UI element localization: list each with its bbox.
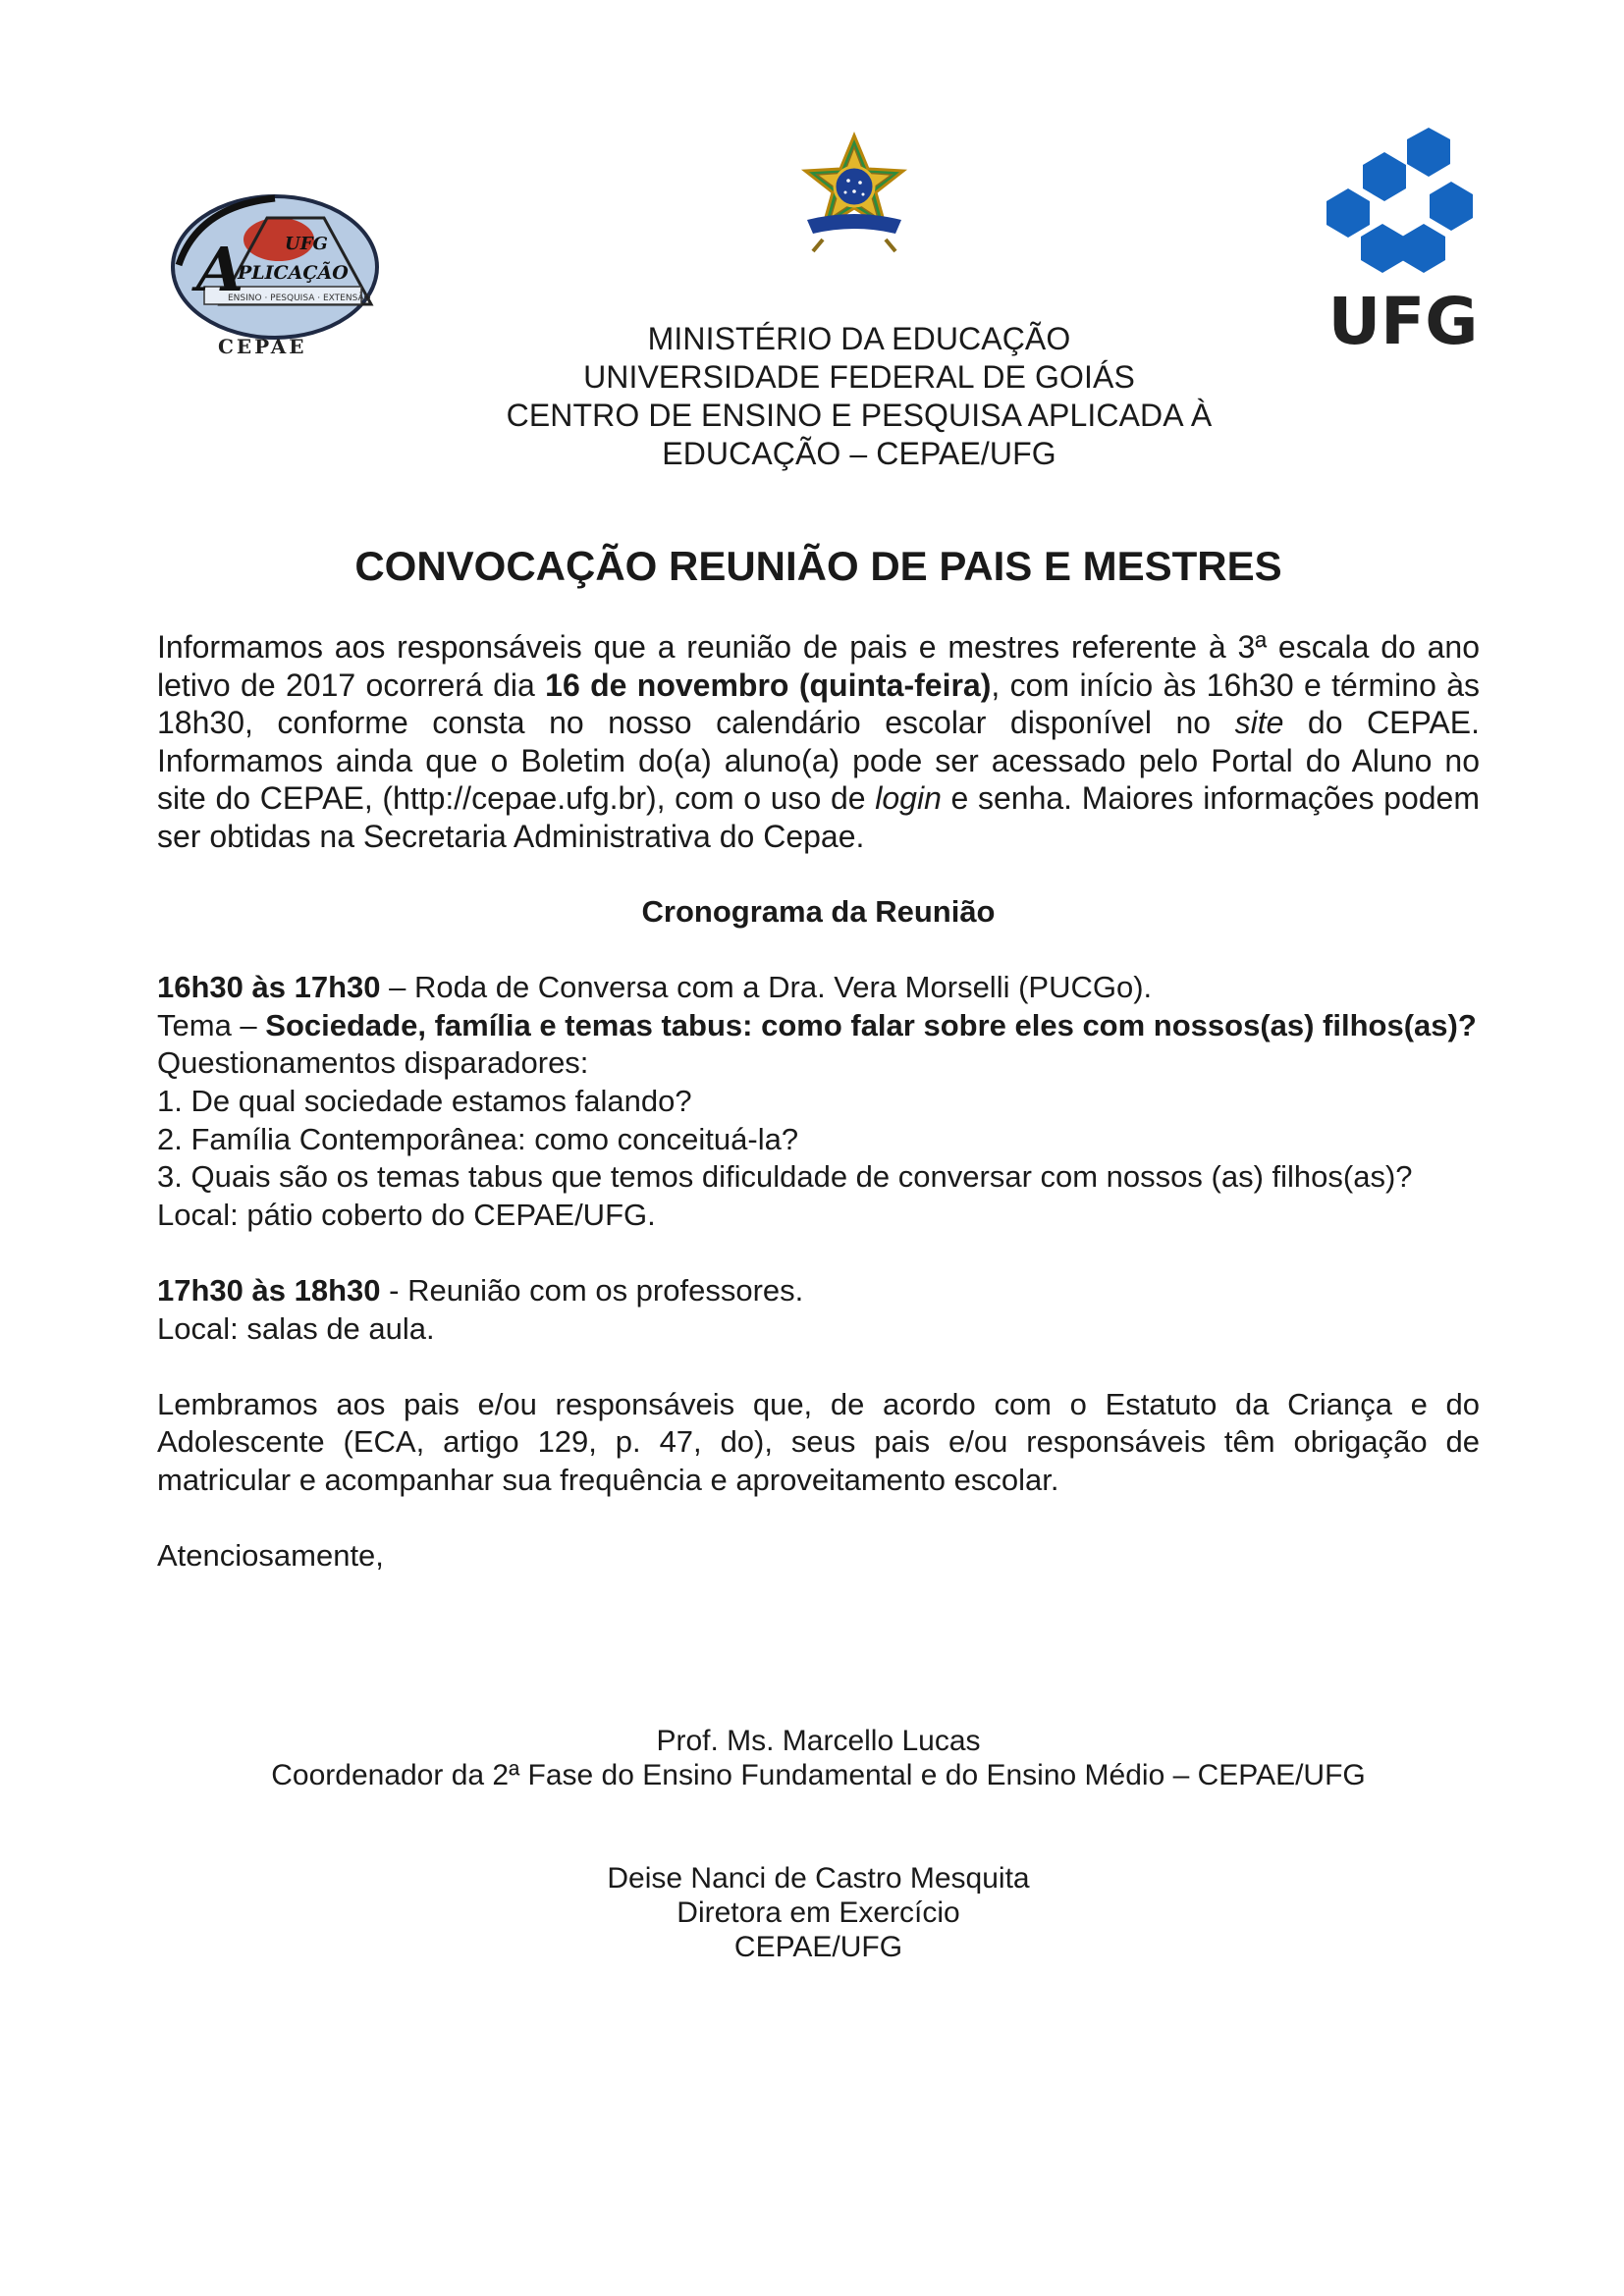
svg-text:PLICAÇÃO: PLICAÇÃO — [238, 262, 349, 284]
cepae-logo-icon — [169, 188, 381, 361]
svg-text:UFG: UFG — [1327, 284, 1479, 349]
schedule-heading: Cronograma da Reunião — [641, 894, 996, 929]
svg-text:A: A — [196, 234, 244, 305]
schedule-local-2: Local: salas de aula. — [157, 1310, 435, 1346]
schedule-section — [157, 893, 1480, 1575]
signature-org: CEPAE/UFG — [733, 1931, 903, 1963]
header-line-ministry: MINISTÉRIO DA EDUCAÇÃO — [647, 321, 1071, 356]
document-title: CONVOCAÇÃO REUNIÃO DE PAIS E MESTRES — [354, 543, 1282, 589]
signature-role: Diretora em Exercício — [677, 1896, 960, 1929]
signature-coordinator — [157, 1724, 1480, 1792]
intro-paragraph: Informamos aos responsáveis que a reunião de pais e mestres referente à 3ª escala do ano letivo de 2017 ocorrerá dia 16 de novembro (quinta-feira), com início às 16h30 e término às 18h30, conforme consta no nosso calendário escolar disponível no site do CEPAE. Informamos ainda que o Boletim do(a) aluno(a) pode ser acessado pelo Portal do Aluno no site do CEPAE, (http://cepae.ufg.br), com o uso de login e senha. Maiores informações podem ser obtidas na Secretaria Administrativa do Cepae. — [157, 629, 1481, 854]
signature-role: Coordenador da 2ª Fase do Ensino Fundamental e do Ensino Médio – CEPAE/UFG — [271, 1759, 1366, 1791]
header-line-university: UNIVERSIDADE FEDERAL DE GOIÁS — [583, 359, 1135, 395]
header-line-cepae: EDUCAÇÃO – CEPAE/UFG — [662, 436, 1056, 471]
reminder-paragraph: Lembramos aos pais e/ou responsáveis que, de acordo com o Estatuto da Criança e do Adolescente (ECA, artigo 129, p. 47, do), seus pais e/ou responsáveis têm obrigação de matricular e acompanhar sua frequência e aproveitamento escolar. — [157, 1386, 1480, 1497]
brasao-logo — [793, 130, 915, 255]
coat-of-arms-icon — [793, 130, 915, 255]
ufg-hexagons-icon — [1326, 128, 1481, 349]
closing-text: Atenciosamente, — [157, 1538, 384, 1574]
header-line-center: CENTRO DE ENSINO E PESQUISA APLICADA À — [506, 398, 1213, 433]
svg-text:ENSINO · PESQUISA · EXTENSÃO: ENSINO · PESQUISA · EXTENSÃO — [228, 294, 371, 303]
question-item: 2. Família Contemporânea: como conceituá-la? — [157, 1121, 799, 1156]
questions-label: Questionamentos disparadores: — [157, 1045, 589, 1081]
ufg-logo — [1326, 128, 1481, 349]
svg-text:UFG: UFG — [285, 234, 328, 254]
institution-header — [422, 320, 1296, 473]
question-item: 1. De qual sociedade estamos falando? — [157, 1083, 692, 1118]
svg-text:CEPAE: CEPAE — [218, 335, 307, 358]
meeting-date: 16 de novembro (quinta-feira) — [545, 667, 992, 703]
schedule-item-1: 16h30 às 17h30 – Roda de Conversa com a Dra. Vera Morselli (PUCGo). — [157, 970, 1153, 1005]
cepae-logo — [169, 188, 381, 361]
question-item: 3. Quais são os temas tabus que temos dificuldade de conversar com nossos (as) filhos(as)? — [157, 1159, 1413, 1195]
schedule-item-2: 17h30 às 18h30 - Reunião com os professores. — [157, 1272, 804, 1308]
signature-director — [157, 1861, 1480, 1964]
signature-name: Deise Nanci de Castro Mesquita — [607, 1862, 1030, 1895]
signature-name: Prof. Ms. Marcello Lucas — [656, 1725, 981, 1757]
schedule-local-1: Local: pátio coberto do CEPAE/UFG. — [157, 1197, 656, 1232]
schedule-theme: Tema – Sociedade, família e temas tabus: como falar sobre eles com nossos(as) filhos(as)? — [157, 1007, 1477, 1042]
